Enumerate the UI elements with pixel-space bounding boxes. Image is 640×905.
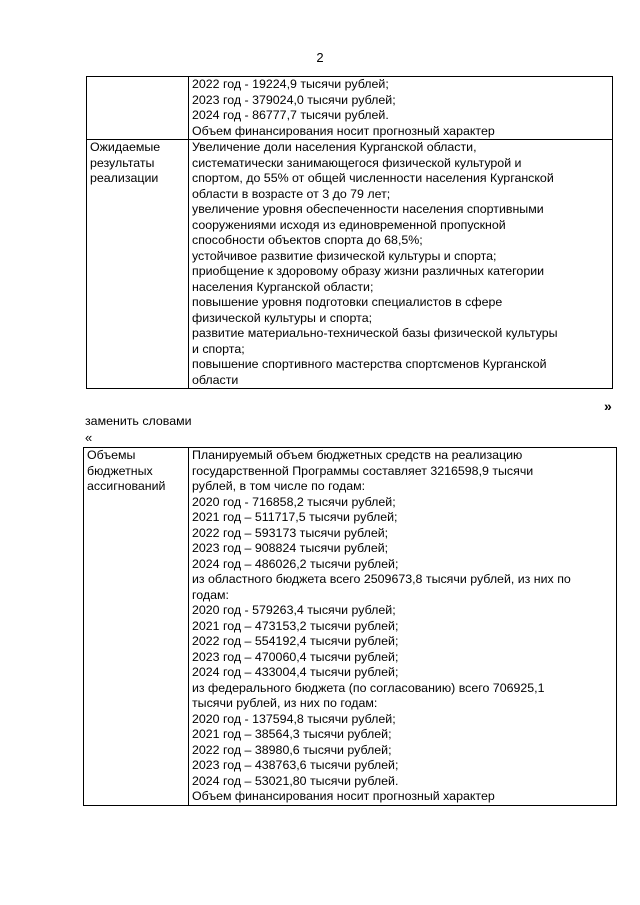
row-content (192, 140, 609, 388)
program-passport-table-new (83, 447, 617, 806)
text-line: 2024 год - 86777,7 тысячи рублей. (192, 108, 389, 122)
text-line: 2020 год - 579263,4 тысячи рублей; (192, 603, 396, 617)
text-line: Планируемый объем бюджетных средств на реализацию (192, 448, 523, 462)
text-line: развитие материально-технической базы физической культуры (192, 326, 558, 340)
text-line: приобщение к здоровому образу жизни различных категории (192, 264, 545, 278)
text-line: 2022 год - 19224,9 тысячи рублей; (192, 77, 389, 91)
text-line: физической культуры и спорта; (192, 310, 373, 325)
text-line: населения Курганской области; (192, 279, 374, 294)
text-line: из федерального бюджета (по согласованию) всего 706925,1 (192, 680, 545, 695)
text-line: 2024 год – 433004,4 тысячи рублей; (192, 665, 399, 679)
text-line: Объем финансирования носит прогнозный характер (192, 789, 495, 803)
page-number: 2 (316, 50, 324, 65)
row-label-cell (87, 140, 189, 389)
text-line: повышение спортивного мастерства спортсменов Курганской (192, 357, 547, 371)
text-line: 2021 год – 473153,2 тысячи рублей; (192, 618, 399, 633)
text-line: 2021 год – 511717,5 тысячи рублей; (192, 510, 398, 524)
row-label-cell (87, 77, 189, 140)
program-passport-table-old (86, 76, 613, 389)
text-line: рублей, в том числе по годам: (192, 479, 366, 493)
text-line: 2023 год – 438763,6 тысячи рублей; (192, 758, 399, 772)
text-line: тысячи рублей, из них по годам: (192, 696, 378, 710)
text-line: государственной Программы составляет 3216598,9 тысячи (192, 463, 534, 478)
text-line: способности объектов спорта до 68,5%; (192, 233, 423, 247)
text-line: 2022 год – 593173 тысячи рублей; (192, 525, 389, 540)
text-line: 2020 год - 716858,2 тысячи рублей; (192, 494, 396, 509)
text-line: области (192, 372, 239, 387)
row-label: Ожидаемые результаты реализации (90, 140, 161, 185)
text-line: и спорта; (192, 341, 245, 356)
closing-quote: » (604, 398, 612, 414)
text-line: 2024 год – 486026,2 тысячи рублей; (192, 556, 399, 571)
text-line: Увеличение доли населения Курганской области, (192, 140, 477, 154)
replace-phrase: заменить словами (85, 414, 192, 428)
text-line: систематически занимающегося физической культурой и (192, 155, 522, 170)
text-line: 2023 год – 908824 тысячи рублей; (192, 541, 389, 555)
table-row-financing-continuation (87, 77, 613, 140)
text-line: устойчивое развитие физической культуры и спорта; (192, 248, 497, 263)
text-line: сооружениями исходя из единовременной пропускной (192, 217, 506, 232)
text-line: области в возрасте от 3 до 79 лет; (192, 186, 391, 201)
text-line: из областного бюджета всего 2509673,8 тысячи рублей, из них по (192, 572, 571, 586)
text-line: годам: (192, 587, 229, 602)
text-line: спортом, до 55% от общей численности населения Курганской (192, 171, 554, 185)
text-line: 2022 год – 554192,4 тысячи рублей; (192, 634, 399, 648)
text-line: 2023 год - 379024,0 тысячи рублей; (192, 92, 396, 107)
text-line: 2023 год – 470060,4 тысячи рублей; (192, 649, 399, 664)
text-line: 2022 год – 38980,6 тысячи рублей; (192, 742, 392, 757)
opening-quote: « (85, 430, 93, 445)
text-line: повышение уровня подготовки специалистов в сфере (192, 295, 503, 309)
text-line: увеличение уровня обеспеченности населения спортивными (192, 202, 544, 216)
text-line: 2021 год – 38564,3 тысячи рублей; (192, 727, 392, 741)
table-row-expected-results (87, 140, 613, 389)
table-row-budget-allocations (84, 448, 617, 806)
text-line: 2020 год - 137594,8 тысячи рублей; (192, 711, 396, 726)
row-content (192, 77, 609, 139)
row-content-cell (189, 448, 617, 806)
text-line: 2024 год – 53021,80 тысячи рублей. (192, 773, 399, 788)
row-label: Объемы бюджетных ассигнований (87, 448, 166, 493)
row-content-cell (189, 77, 613, 140)
text-line: Объем финансирования носит прогнозный характер (192, 123, 495, 138)
row-content (192, 448, 613, 805)
row-label-cell (84, 448, 189, 806)
row-content-cell (189, 140, 613, 389)
